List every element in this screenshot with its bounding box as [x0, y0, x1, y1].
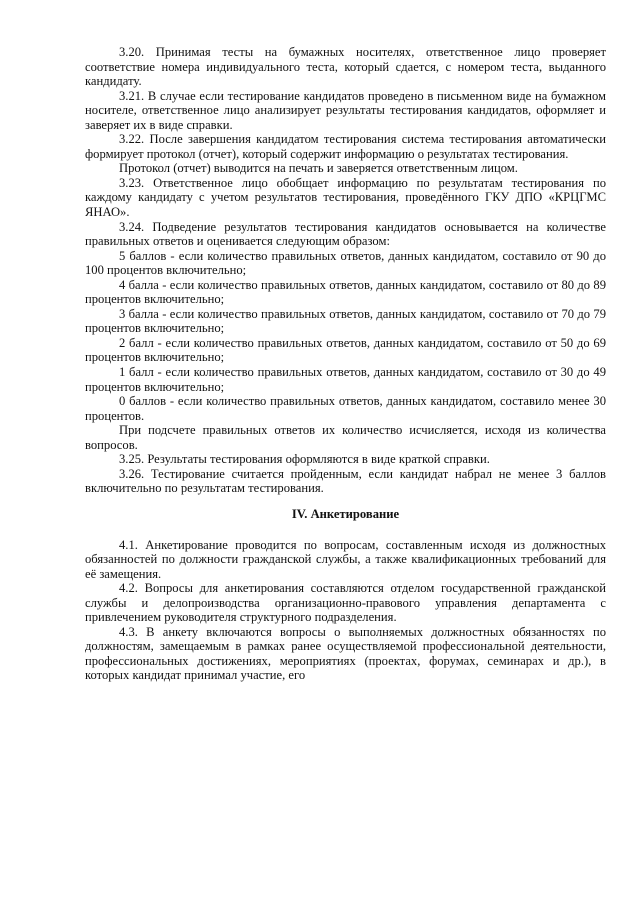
- paragraph-3-24: 3.24. Подведение результатов тестирования кандидатов основывается на количестве правильных ответов и оценивается следующим образом:: [85, 219, 606, 249]
- paragraph-3-26: 3.26. Тестирование считается пройденным, если кандидат набрал не менее 3 баллов включительно по результатам тестирования.: [85, 466, 606, 496]
- paragraph-4-1: 4.1. Анкетирование проводится по вопросам, составленным исходя из должностных обязанностей по должности гражданской службы, а также квалификационных требований для её замещения.: [85, 537, 606, 581]
- score-4-item: 4 балла - если количество правильных ответов, данных кандидатом, составило от 80 до 89 процентов включительно;: [85, 277, 606, 307]
- score-3-item: 3 балла - если количество правильных ответов, данных кандидатом, составило от 70 до 79 процентов включительно;: [85, 306, 606, 336]
- paragraph-protocol: Протокол (отчет) выводится на печать и заверяется ответственным лицом.: [119, 161, 518, 176]
- score-2-item: 2 балл - если количество правильных ответов, данных кандидатом, составило от 50 до 69 процентов включительно;: [85, 335, 606, 365]
- section-four-body: [85, 538, 606, 683]
- paragraph-counting: При подсчете правильных ответов их количество исчисляется, исходя из количества вопросов.: [85, 423, 606, 452]
- paragraph-4-3: 4.3. В анкету включаются вопросы о выполняемых должностных обязанностях по должностям, замещаемым в рамках ранее осуществляемой профессиональной деятельности, профессиональных достижениях, мероприятиях (проектах, форумах, семинарах и др.), в которых кандидат принимал участие, его: [85, 624, 606, 683]
- score-0-item: 0 баллов - если количество правильных ответов, данных кандидатом, составило менее 30 процентов.: [85, 394, 606, 423]
- paragraph-4-2: 4.2. Вопросы для анкетирования составляются отделом государственной гражданской службы и делопроизводства организационно-правового управления департамента с привлечением руководителя структурного подразделения.: [85, 581, 606, 625]
- paragraph-3-25: 3.25. Результаты тестирования оформляются в виде краткой справки.: [119, 452, 490, 467]
- section-three-body: [85, 45, 606, 496]
- paragraph-3-23: 3.23. Ответственное лицо обобщает информацию по результатам тестирования по каждому кандидату с учетом результатов тестирования, проведённого ГКУ ДПО «КРЦГМС ЯНАО».: [85, 175, 606, 220]
- paragraph-3-21: 3.21. В случае если тестирование кандидатов проведено в письменном виде на бумажном носителе, ответственное лицо анализирует результаты тестирования кандидатов, оформляет и заверяет их в виде справки.: [85, 88, 606, 132]
- score-1-item: 1 балл - если количество правильных ответов, данных кандидатом, составило от 30 до 49 процентов включительно;: [85, 365, 606, 394]
- paragraph-3-20: 3.20. Принимая тесты на бумажных носителях, ответственное лицо проверяет соответствие номера индивидуального теста, который сдается, с номером теста, выданного кандидату.: [85, 45, 606, 89]
- section-title: IV. Анкетирование: [291, 506, 400, 521]
- score-5-item: 5 баллов - если количество правильных ответов, данных кандидатом, составило от 90 до 100 процентов включительно;: [85, 248, 606, 278]
- paragraph-3-22: 3.22. После завершения кандидатом тестирования система тестирования автоматически формирует протокол (отчет), который содержит информацию о результатах тестирования.: [85, 132, 606, 161]
